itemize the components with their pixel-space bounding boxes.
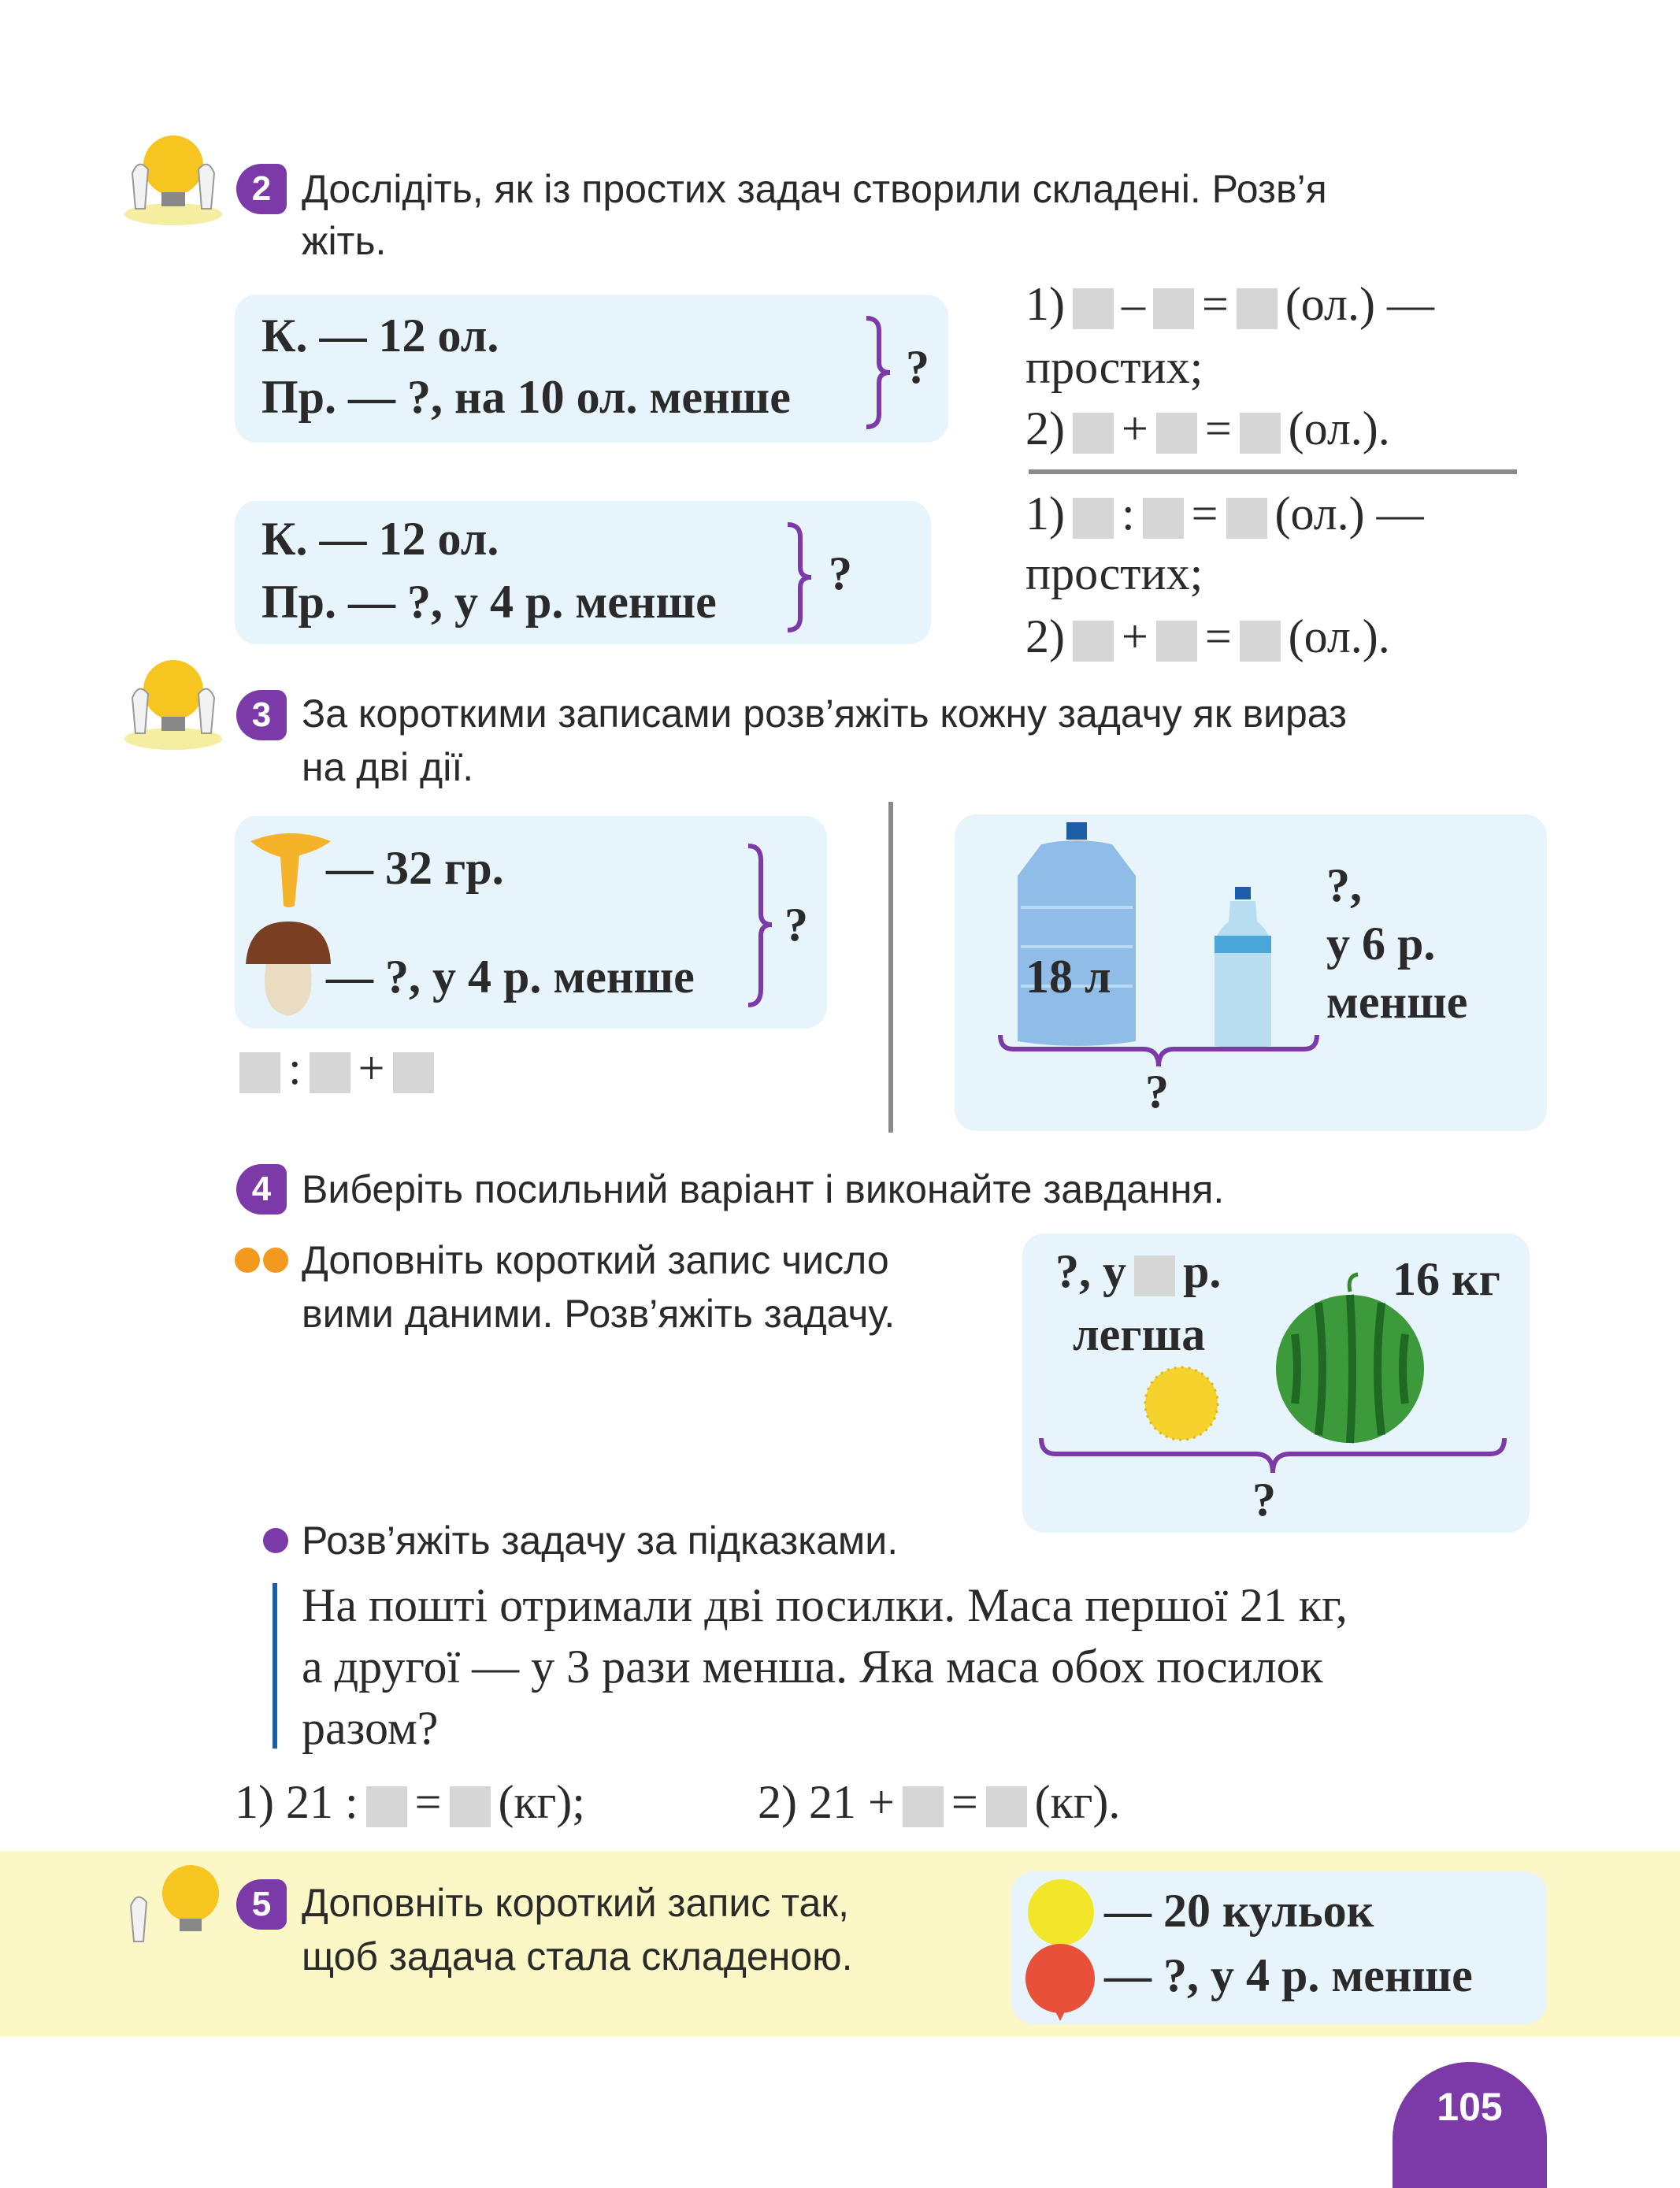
task-text: жіть. xyxy=(302,219,387,263)
melon-icon xyxy=(1144,1366,1219,1441)
task-text: Виберіть посильний варіант і виконайте завдання. xyxy=(302,1167,1225,1211)
question-mark: ? xyxy=(784,899,808,951)
solution-line: 1) – = (ол.) — xyxy=(1025,278,1434,330)
task-text: щоб задача стала складеною. xyxy=(302,1934,853,1978)
answer-box[interactable] xyxy=(1073,498,1114,539)
answer-box[interactable] xyxy=(1073,288,1114,329)
answer-box[interactable] xyxy=(239,1052,280,1093)
answer-box[interactable] xyxy=(986,1786,1027,1827)
answer-box[interactable] xyxy=(1226,498,1267,539)
option-text: Доповніть короткий запис число xyxy=(302,1238,889,1282)
problem-text: разом? xyxy=(302,1702,439,1754)
task-number-badge: 2 xyxy=(236,164,287,214)
answer-box[interactable] xyxy=(1073,621,1114,662)
lightbulb-icon xyxy=(118,651,228,761)
problem-text: На пошті отримали дві посилки. Маса першої 21 кг, xyxy=(302,1579,1348,1631)
task-text: За короткими записами розв’яжіть кожну задачу як вираз xyxy=(302,692,1347,736)
answer-box[interactable] xyxy=(1156,621,1197,662)
answer-box[interactable] xyxy=(366,1786,407,1827)
brace-icon xyxy=(1038,1435,1508,1478)
answer-box[interactable] xyxy=(1240,413,1281,454)
problem-text: а другої — у 3 рази менша. Яка маса обох посилок xyxy=(302,1641,1323,1693)
brace-icon xyxy=(784,521,816,633)
record-line: менше xyxy=(1326,976,1468,1028)
watermelon-icon xyxy=(1271,1271,1429,1444)
answer-box[interactable] xyxy=(310,1052,350,1093)
answer-box[interactable] xyxy=(450,1786,491,1827)
difficulty-dot xyxy=(263,1528,288,1553)
solution-line: 2) + = (ол.). xyxy=(1025,610,1390,662)
solution-word: простих; xyxy=(1025,547,1203,599)
brace-icon xyxy=(745,843,777,1008)
lightbulb-icon xyxy=(118,1856,228,1966)
record-line: 16 кг xyxy=(1393,1253,1500,1305)
task-text: Доповніть короткий запис так, xyxy=(302,1881,850,1925)
answer-box[interactable] xyxy=(1134,1255,1175,1296)
record-line: — 20 кульок xyxy=(1104,1885,1374,1937)
task-number-badge: 5 xyxy=(236,1879,287,1930)
answer-box[interactable] xyxy=(1240,621,1281,662)
option-text: вими даними. Розв’яжіть задачу. xyxy=(302,1292,896,1336)
record-line: — ?, у 4 р. менше xyxy=(326,951,695,1003)
record-line: Пр. — ?, на 10 ол. менше xyxy=(261,371,791,423)
answer-box[interactable] xyxy=(1073,413,1114,454)
question-mark: ? xyxy=(829,547,852,599)
solution-word: простих; xyxy=(1025,341,1203,393)
task-text: на дві дії. xyxy=(302,745,474,789)
answer-box[interactable] xyxy=(903,1786,944,1827)
difficulty-dot xyxy=(263,1248,288,1273)
divider-line xyxy=(1029,469,1517,474)
quote-bar xyxy=(273,1583,277,1749)
record-line: — 32 гр. xyxy=(326,842,504,894)
answer-box[interactable] xyxy=(1143,498,1184,539)
answer-box[interactable] xyxy=(1156,413,1197,454)
record-line: легша xyxy=(1073,1308,1206,1360)
question-mark: ? xyxy=(906,341,929,393)
volume-label: 18 л xyxy=(1025,951,1111,1003)
hint-step: 2) 21 + = (кг). xyxy=(758,1776,1121,1828)
lightbulb-icon xyxy=(118,126,228,236)
record-line: К. — 12 ол. xyxy=(261,513,499,565)
brace-icon xyxy=(863,315,895,430)
record-line: ?, xyxy=(1326,859,1362,911)
difficulty-dot xyxy=(235,1248,260,1273)
record-line: у 6 р. xyxy=(1326,918,1436,970)
option-text: Розв’яжіть задачу за підказками. xyxy=(302,1519,899,1563)
page-number: 105 xyxy=(1437,2085,1503,2129)
solution-line: 2) + = (ол.). xyxy=(1025,402,1390,454)
answer-box[interactable] xyxy=(393,1052,434,1093)
task-number-badge: 4 xyxy=(236,1164,287,1215)
divider-line xyxy=(888,802,893,1133)
hint-step: 1) 21 : = (кг); xyxy=(235,1776,585,1828)
record-line: К. — 12 ол. xyxy=(261,310,499,362)
answer-box[interactable] xyxy=(1153,288,1194,329)
record-line: ?, у р. xyxy=(1055,1245,1222,1297)
answer-box[interactable] xyxy=(1237,288,1278,329)
question-mark: ? xyxy=(1252,1474,1276,1526)
question-mark: ? xyxy=(1145,1066,1169,1118)
expression: : + xyxy=(232,1041,442,1096)
small-water-bottle-icon xyxy=(1211,885,1274,1051)
porcini-mushroom-icon xyxy=(241,917,336,1019)
solution-line: 1) : = (ол.) — xyxy=(1025,488,1424,540)
red-balloon-icon xyxy=(1022,1942,1098,2024)
chanterelle-mushroom-icon xyxy=(247,830,334,909)
task-number-badge: 3 xyxy=(236,690,287,740)
large-water-bottle-icon xyxy=(1010,821,1144,1051)
task-text: Дослідіть, як із простих задач створили складені. Розв’я xyxy=(302,167,1327,211)
record-line: — ?, у 4 р. менше xyxy=(1104,1949,1473,2001)
record-line: Пр. — ?, у 4 р. менше xyxy=(261,576,717,628)
